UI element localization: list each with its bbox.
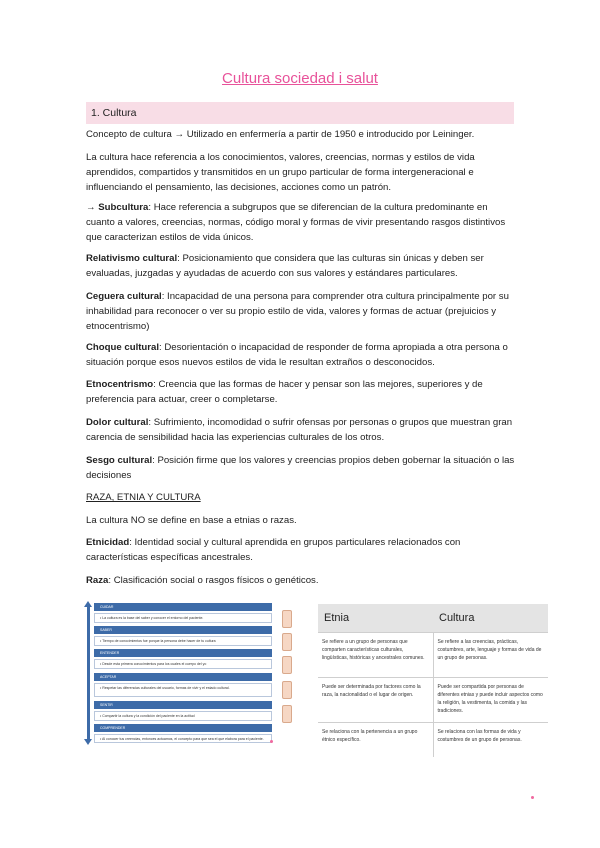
table-cell: Puede ser determinada por factores como la raza, la nacionalidad o el lugar de origen. <box>318 678 433 723</box>
def-ceguera: : Incapacidad de una persona para comprender otra cultura principalmente por su inhabilidad para reconocer o ver su propio estilo de vida, valores y formas de actuar (prejuicios y etnocentrismo) <box>86 291 509 333</box>
paragraph-sesgo <box>86 453 518 483</box>
updown-arrow-icon <box>282 633 292 651</box>
updown-arrow-icon <box>282 705 292 723</box>
paragraph-choque <box>86 340 518 370</box>
table-header-cultura: Cultura <box>433 604 548 633</box>
subheading-raza-etnia: RAZA, ETNIA Y CULTURA <box>86 492 201 503</box>
def-sesgo: : Posición firme que los valores y creencias propios deben gobernar la situación o las decisiones <box>86 455 515 482</box>
def-etnocentrismo: : Creencia que las formas de hacer y pensar son las mejores, superiores y de preferencia para actuar, creer o completarse. <box>86 379 483 406</box>
def-subcultura: : Hace referencia a subgrupos que se diferencian de la cultura predominante en cuanto a valores, creencias, normas, código moral y formas de vivir presentando rasgos distintivos que caracterizan estilos de vida únicos. <box>86 202 506 244</box>
term-ceguera: Ceguera cultural <box>86 291 162 302</box>
paragraph-cultura-no: La cultura NO se define en base a etnias o razas. <box>86 515 297 526</box>
term-subcultura: → Subcultura <box>86 202 149 213</box>
table-cell: Se refiere a las creencias, prácticas, costumbres, arte, lenguaje y formas de vida de un grupo de personas. <box>433 633 548 678</box>
term-etnocentrismo: Etnocentrismo <box>86 379 154 390</box>
def-dolor: : Sufrimiento, incomodidad o sufrir ofensas por personas o grupos que muestran gran carencia de sensibilidad hacia las experiencias culturales de los otros. <box>86 417 513 444</box>
section-heading: 1. Cultura <box>86 102 514 124</box>
diagram-stage-2: SABER <box>94 626 272 634</box>
term-raza: Raza <box>86 575 109 586</box>
table-row <box>318 678 548 723</box>
def-raza: : Clasificación social o rasgos físicos o genéticos. <box>108 575 319 586</box>
table-header-etnia: Etnia <box>318 604 433 633</box>
diagram-desc-2: • Tiempo de conocimientos fue porque la persona debe hacer de tu cultura <box>94 636 272 646</box>
vertical-double-arrow-icon <box>87 605 90 741</box>
cultural-competence-diagram <box>86 603 298 743</box>
diagram-desc-3: • Desde esta primera conocimientos para los cuales el cuerpo del yo <box>94 659 272 669</box>
table-row <box>318 633 548 678</box>
diagram-stage-1: CUIDAR <box>94 603 272 611</box>
diagram-desc-1: • La cultura es la base del saber y conocer el entorno del paciente. <box>94 613 272 623</box>
term-sesgo: Sesgo cultural <box>86 455 153 466</box>
paragraph-concepto: Concepto de cultura → Utilizado en enfermería a partir de 1950 e introducido por Leininger. <box>86 129 475 140</box>
def-etnicidad: : Identidad social y cultural aprendida en grupos particulares relacionados con características específicas ancestrales. <box>86 537 461 564</box>
table-cell: Se relaciona con la pertenencia a un grupo étnico específico. <box>318 723 433 758</box>
paragraph-dolor <box>86 415 518 445</box>
table-cell: Se refiere a un grupo de personas que comparten características culturales, lingüísticas, históricas y ancestrales comunes. <box>318 633 433 678</box>
diagram-desc-4: • Respetar las diferencias culturales del usuario, formas de vivir y el estado cultural. <box>94 683 272 697</box>
paragraph-subcultura <box>86 200 518 246</box>
def-choque: : Desorientación o incapacidad de responder de forma apropiada a otra persona o situación porque esos nuevos estilos de vida le resultan extraños o desconocidos. <box>86 342 508 369</box>
paragraph-etnicidad <box>86 535 518 565</box>
diagram-desc-5: • Compartir la cultura y la condición del paciente en la actitud <box>94 711 272 721</box>
etnia-cultura-table <box>318 604 548 757</box>
updown-arrow-icon <box>282 681 292 699</box>
diagram-stage-6: COMPRENDER <box>94 724 272 732</box>
paragraph-etnocentrismo <box>86 377 518 407</box>
updown-arrow-icon <box>282 656 292 674</box>
diagram-stage-4: ACEPTAR <box>94 673 272 681</box>
pink-dot-marker <box>531 796 534 799</box>
document-title: Cultura sociedad i salut <box>222 70 378 87</box>
term-choque: Choque cultural <box>86 342 160 353</box>
diagram-stage-5: SENTIR <box>94 701 272 709</box>
table-cell: Se relaciona con las formas de vida y costumbres de un grupo de personas. <box>433 723 548 758</box>
paragraph-definicion-cultura: La cultura hace referencia a los conocimientos, valores, creencias, normas y estilos de vida aprendidos, compartidos y transmitidos en un grupo particular de forma intergeneracional e influenciando el pensamiento, las decisiones, acciones como un patrón. <box>86 152 475 194</box>
paragraph-ceguera <box>86 289 518 335</box>
term-etnicidad: Etnicidad <box>86 537 130 548</box>
paragraph-relativismo <box>86 251 518 281</box>
updown-arrow-icon <box>282 610 292 628</box>
diagram-stage-3: ENTENDER <box>94 649 272 657</box>
pink-dot-marker <box>270 740 273 743</box>
diagram-desc-6: • Al conocer tus creencias, entonces actuamos, el concepto para que sea el que elabora para el paciente. <box>94 734 272 743</box>
table-cell: Puede ser compartida por personas de diferentes etnias y puede incluir aspectos como la religión, la vestimenta, la comida y las tradiciones. <box>433 678 548 723</box>
term-dolor: Dolor cultural <box>86 417 149 428</box>
paragraph-raza <box>86 573 518 588</box>
def-relativismo: : Posicionamiento que considera que las culturas sin únicas y deben ser evaluadas, juzgadas y ayudadas de acuerdo con sus valores y estándares particulares. <box>86 253 484 280</box>
table-row <box>318 723 548 758</box>
term-relativismo: Relativismo cultural <box>86 253 178 264</box>
